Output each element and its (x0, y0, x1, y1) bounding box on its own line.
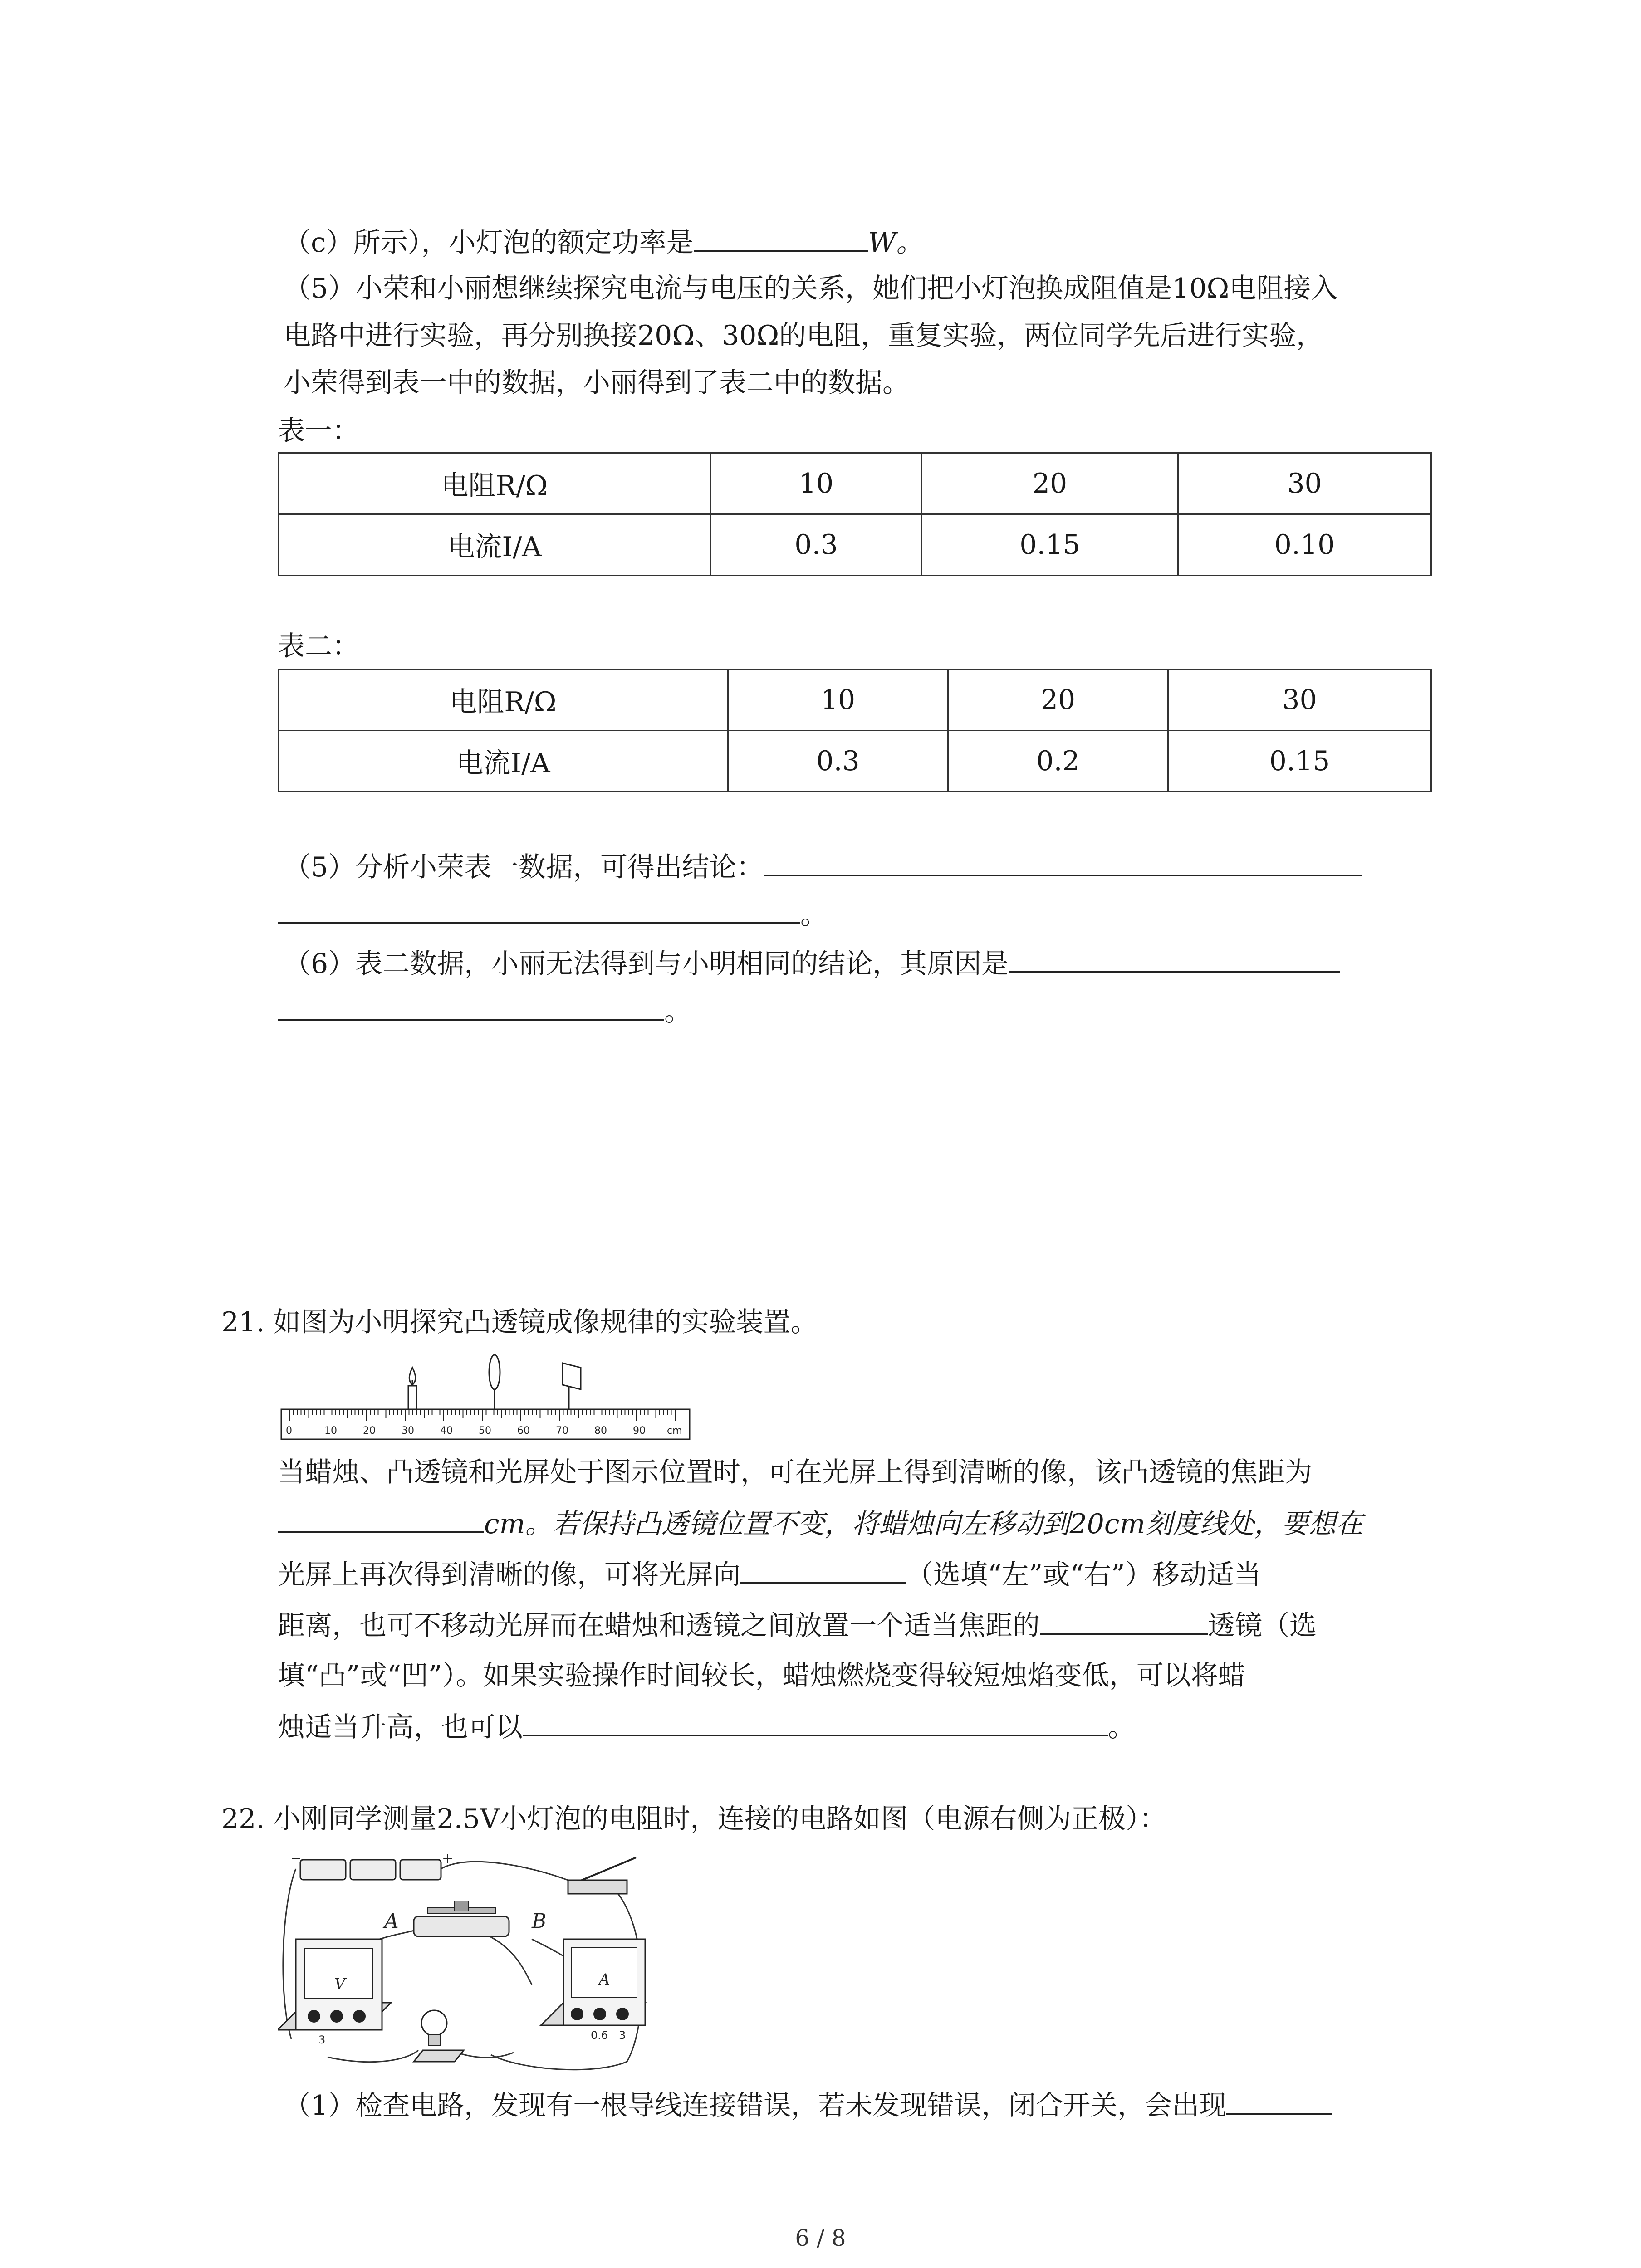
switch-icon[interactable] (568, 1857, 636, 1894)
table-cell: 电阻R/Ω (279, 670, 728, 731)
q21-l4-pre: 距离，也可不移动光屏而在蜡烛和透镜之间放置一个适当焦距的 (278, 1610, 1040, 1642)
ammeter-scale-1: 0.6 (591, 2029, 608, 2042)
answer-blank-direction[interactable] (740, 1556, 906, 1584)
q21-l4 (278, 1607, 1317, 1644)
q21-l3-pre: 光屏上再次得到清晰的像，可将光屏向 (278, 1559, 740, 1591)
ruler-tick-label: 10 (324, 1425, 337, 1437)
table-cell: 20 (922, 453, 1178, 514)
table-cell: 20 (948, 670, 1168, 731)
table-2 (278, 669, 1432, 792)
table-1 (278, 452, 1432, 576)
table-cell: 10 (728, 670, 948, 731)
convex-lens-icon (489, 1355, 500, 1409)
ammeter-label: A (599, 1970, 610, 1989)
plus-label: + (442, 1851, 454, 1867)
table-cell: 0.10 (1178, 514, 1431, 576)
terminal-b-label: B (532, 1910, 547, 1933)
table-row (279, 670, 1431, 731)
q21-l6-post: 。 (1108, 1711, 1135, 1743)
q21-l3 (278, 1556, 1261, 1593)
table2-caption: 表二： (278, 631, 359, 662)
answer-blank-lens-type[interactable] (1040, 1607, 1208, 1635)
q20-line1-post: W。 (868, 227, 924, 259)
answer-blank-reason-cont[interactable] (278, 992, 664, 1021)
table-cell: 电阻R/Ω (279, 453, 711, 514)
q21-stem: 21. 如图为小明探究凸透镜成像规律的实验装置。 (221, 1306, 818, 1338)
table-cell: 电流I/A (279, 514, 711, 576)
answer-blank-reason[interactable] (1009, 945, 1340, 973)
candle-icon (408, 1368, 416, 1409)
q21-l4-post: 透镜（选 (1208, 1610, 1317, 1642)
q21-l3-post: （选填“左”或“右”）移动适当 (906, 1559, 1261, 1591)
table-cell: 30 (1168, 670, 1431, 731)
table-cell: 电流I/A (279, 731, 728, 792)
q20-part5-cont (278, 896, 828, 933)
answer-blank-power[interactable] (694, 224, 868, 252)
q20-part6-cont (278, 992, 691, 1030)
answer-blank-conclusion[interactable] (764, 848, 1362, 876)
table-cell: 0.3 (711, 514, 922, 576)
ammeter-icon (541, 1939, 645, 2042)
q21-l2-text: cm。若保持凸透镜位置不变，将蜡烛向左移动到20cm刻度线处，要想在 (484, 1508, 1363, 1540)
q20-line1 (284, 224, 923, 261)
q20-line4: 小荣得到表一中的数据，小丽得到了表二中的数据。 (284, 367, 910, 399)
answer-blank-conclusion-cont[interactable] (278, 896, 800, 924)
q20-part5-text: （5）分析小荣表一数据，可得出结论： (284, 851, 764, 883)
ruler-unit-label: cm (667, 1425, 682, 1437)
table-cell: 0.15 (1168, 731, 1431, 792)
q20-line3: 电路中进行实验，再分别换接20Ω、30Ω的电阻，重复实验，两位同学先后进行实验， (284, 320, 1324, 352)
ruler-tick-label: 80 (594, 1425, 607, 1437)
q20-line2: （5）小荣和小丽想继续探究电流与电压的关系，她们把小灯泡换成阻值是10Ω电阻接入 (284, 273, 1338, 304)
q22-part1 (284, 2087, 1332, 2124)
voltmeter-icon (278, 1939, 391, 2046)
q20-part5 (284, 848, 1362, 885)
ruler-tick-label: 30 (402, 1425, 414, 1437)
ruler-tick-label: 0 (286, 1425, 292, 1437)
ruler-tick-label: 90 (633, 1425, 646, 1437)
page-number: 6 / 8 (795, 2225, 846, 2251)
rheostat-icon[interactable] (382, 1901, 546, 1936)
q21-l1: 当蜡烛、凸透镜和光屏处于图示位置时，可在光屏上得到清晰的像，该凸透镜的焦距为 (278, 1457, 1312, 1488)
q20-part6 (284, 945, 1340, 982)
optical-bench-figure (278, 1354, 695, 1445)
table-cell: 0.3 (728, 731, 948, 792)
ruler-tick-label: 60 (517, 1425, 530, 1437)
q21-l6-pre: 烛适当升高，也可以 (278, 1711, 523, 1743)
ammeter-scale-2: 3 (619, 2029, 626, 2042)
answer-blank-focal-length[interactable] (278, 1505, 484, 1533)
ruler (281, 1409, 690, 1439)
answer-blank-phenomenon[interactable] (1226, 2087, 1332, 2115)
q21-l6 (278, 1708, 1135, 1745)
ruler-tick-label: 40 (440, 1425, 453, 1437)
table-row (279, 453, 1431, 514)
q22-stem: 22. 小刚同学测量2.5V小灯泡的电阻时，连接的电路如图（电源右侧为正极）： (221, 1803, 1167, 1835)
answer-blank-method[interactable] (523, 1708, 1108, 1736)
table-cell: 0.2 (948, 731, 1168, 792)
light-screen-icon (563, 1363, 581, 1409)
table-row (279, 731, 1431, 792)
q20-part6-end: 。 (664, 996, 691, 1027)
voltmeter-label: V (334, 1975, 346, 1993)
q20-part5-end: 。 (800, 899, 828, 931)
battery-icon (290, 1851, 453, 1880)
q22-part1-text: （1）检查电路，发现有一根导线连接错误，若未发现错误，闭合开关，会出现 (284, 2090, 1227, 2121)
table-row (279, 514, 1431, 576)
table-cell: 10 (711, 453, 922, 514)
circuit-figure (278, 1848, 677, 2080)
light-bulb-icon (414, 2010, 464, 2062)
ruler-tick-label: 50 (479, 1425, 491, 1437)
voltmeter-scale: 3 (318, 2033, 326, 2046)
ruler-tick-label: 20 (363, 1425, 376, 1437)
q21-l2 (278, 1505, 1363, 1542)
q20-part6-text: （6）表二数据，小丽无法得到与小明相同的结论，其原因是 (284, 948, 1009, 980)
table1-caption: 表一： (278, 415, 359, 447)
table-cell: 30 (1178, 453, 1431, 514)
q21-l5: 填“凸”或“凹”）。如果实验操作时间较长，蜡烛燃烧变得较短烛焰变低，可以将蜡 (278, 1660, 1245, 1691)
terminal-a-label: A (384, 1910, 399, 1933)
table-cell: 0.15 (922, 514, 1178, 576)
q20-line1-pre: （c）所示），小灯泡的额定功率是 (284, 227, 694, 259)
minus-label: − (290, 1851, 302, 1867)
ruler-tick-label: 70 (556, 1425, 568, 1437)
